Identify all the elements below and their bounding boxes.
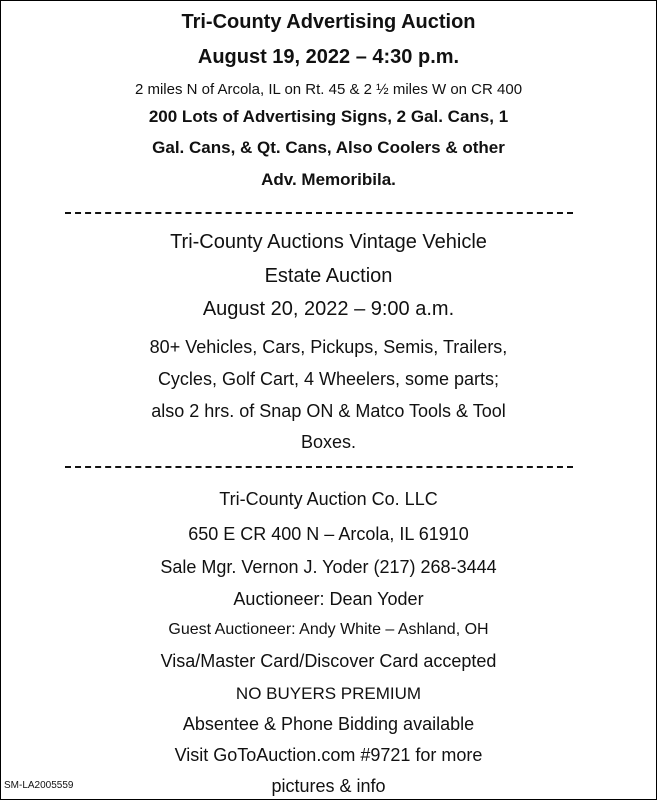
auction2-description-line: 80+ Vehicles, Cars, Pickups, Semis, Trailers, <box>149 337 508 357</box>
guest-auctioneer: Guest Auctioneer: Andy White – Ashland, OH <box>168 621 489 638</box>
payment-methods: Visa/Master Card/Discover Card accepted <box>160 651 497 671</box>
auction1-description-line: Gal. Cans, & Qt. Cans, Also Coolers & other <box>152 138 505 157</box>
auction2-title-line: Estate Auction <box>264 265 393 287</box>
ad-code: SM-LA2005559 <box>4 780 74 791</box>
auction2-date: August 20, 2022 – 9:00 a.m. <box>202 298 455 320</box>
auction1-date: August 19, 2022 – 4:30 p.m. <box>197 46 460 68</box>
company-address: 650 E CR 400 N – Arcola, IL 61910 <box>188 524 469 544</box>
auctioneer: Auctioneer: Dean Yoder <box>233 589 424 609</box>
auction2-description-line: Boxes. <box>300 432 357 452</box>
auction2-description-line: Cycles, Golf Cart, 4 Wheelers, some parts; <box>157 369 500 389</box>
section-divider <box>65 466 573 468</box>
auction1-description-line: Adv. Memoribila. <box>261 170 396 189</box>
website-line: Visit GoToAuction.com #9721 for more <box>174 745 483 765</box>
auction2-title-line: Tri-County Auctions Vintage Vehicle <box>170 231 487 253</box>
section-divider <box>65 212 573 214</box>
auction1-location: 2 miles N of Arcola, IL on Rt. 45 & 2 ½ miles W on CR 400 <box>134 81 523 98</box>
company-name: Tri-County Auction Co. LLC <box>219 489 438 509</box>
buyers-premium-note: NO BUYERS PREMIUM <box>235 684 422 703</box>
bidding-note: Absentee & Phone Bidding available <box>182 714 475 734</box>
auction1-title: Tri-County Advertising Auction <box>181 11 476 33</box>
website-line: pictures & info <box>271 776 386 796</box>
auction2-description-line: also 2 hrs. of Snap ON & Matco Tools & Tool <box>151 401 506 421</box>
sale-manager: Sale Mgr. Vernon J. Yoder (217) 268-3444 <box>160 557 497 577</box>
auction1-description-line: 200 Lots of Advertising Signs, 2 Gal. Cans, 1 <box>148 107 509 126</box>
